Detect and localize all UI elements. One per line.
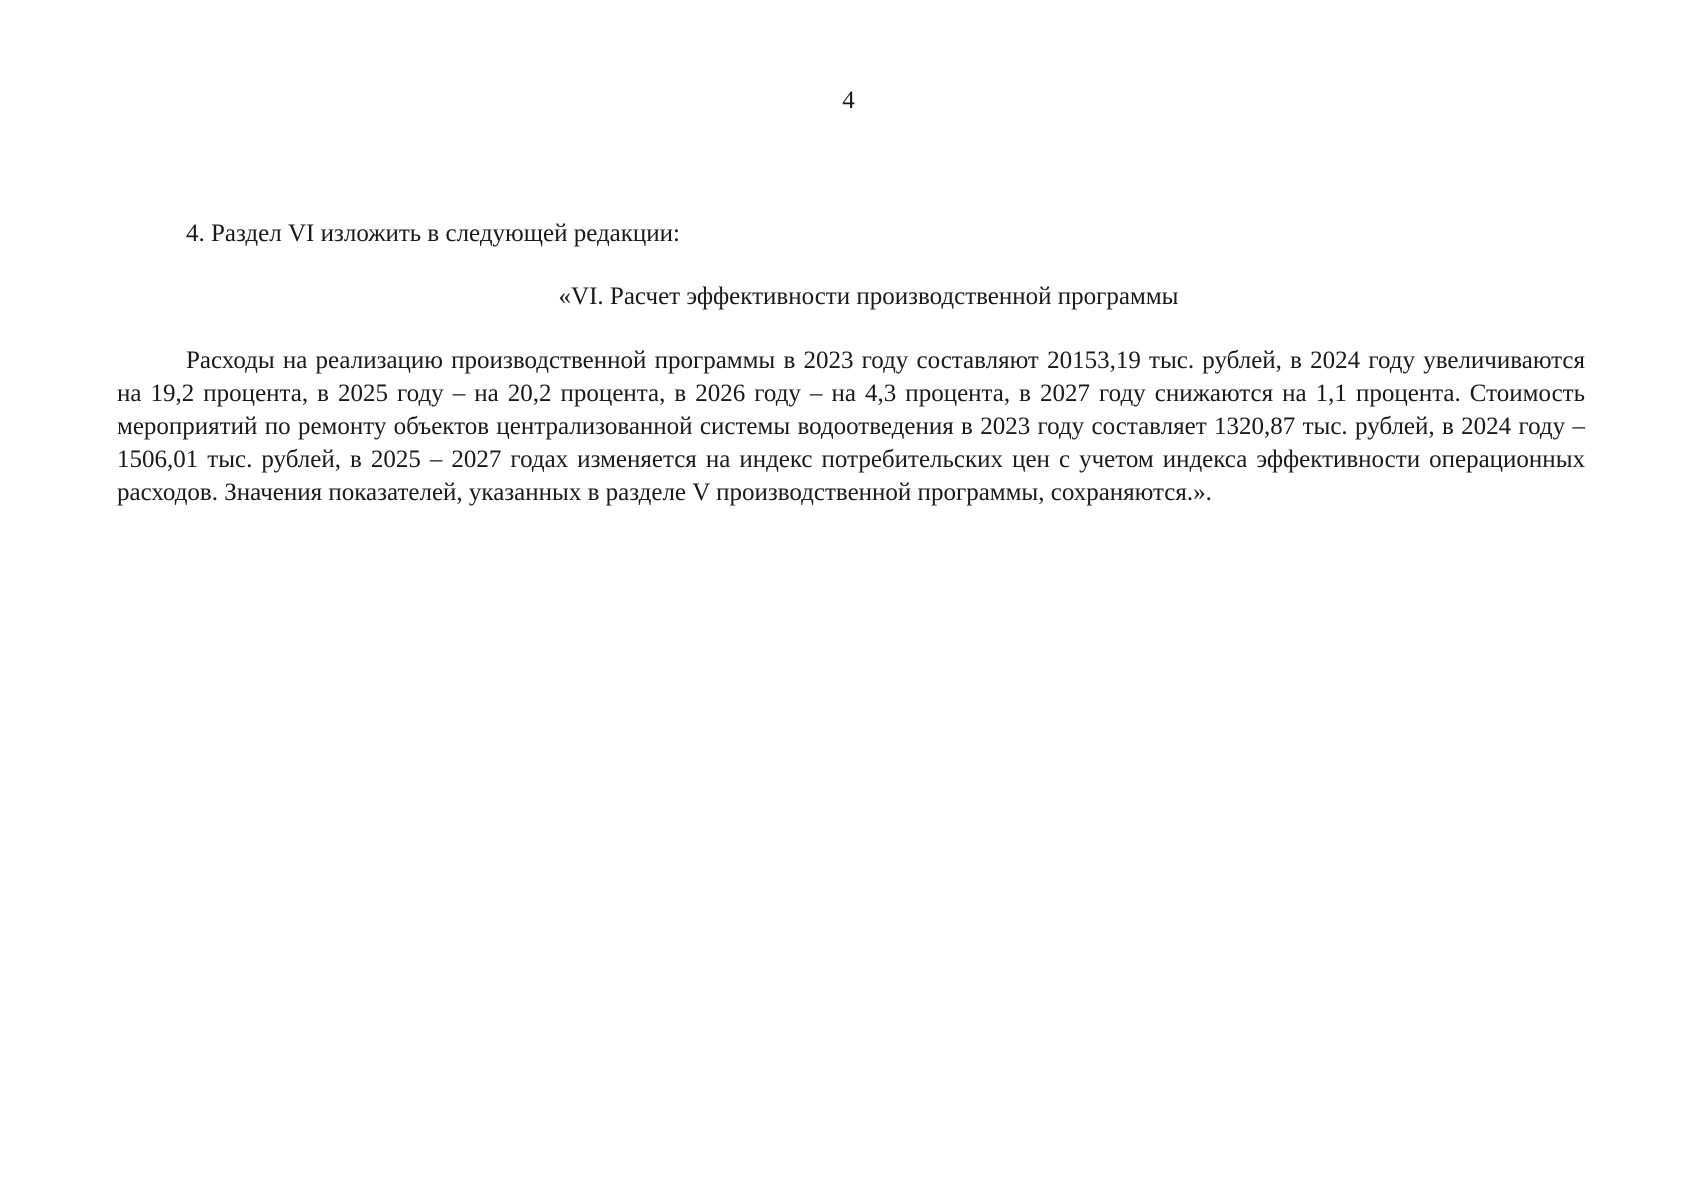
page-number: 4 <box>842 87 855 114</box>
section-body-paragraph: Расходы на реализацию производственной программы в 2023 году составляют 20153,19 тыс. рублей, в 2024 году увеличиваются на 19,2 процента, в 2025 году – на 20,2 процента, в 2026 году – на 4,3 процента, в 2027 году снижаются на 1,1 процента. Стоимость мероприятий по ремонту объектов централизованной системы водоотведения в 2023 году составляет 1320,87 тыс. рублей, в 2024 году – 1506,01 тыс. рублей, в 2025 – 2027 годах изменяется на индекс потребительских цен с учетом индекса эффективности операционных расходов. Значения показателей, указанных в разделе V производственной программы, сохраняются.». <box>117 347 1585 506</box>
amendment-item-intro: 4. Раздел VI изложить в следующей редакции: <box>186 220 681 247</box>
section-heading: «VI. Расчет эффективности производственной программы <box>558 283 1179 310</box>
